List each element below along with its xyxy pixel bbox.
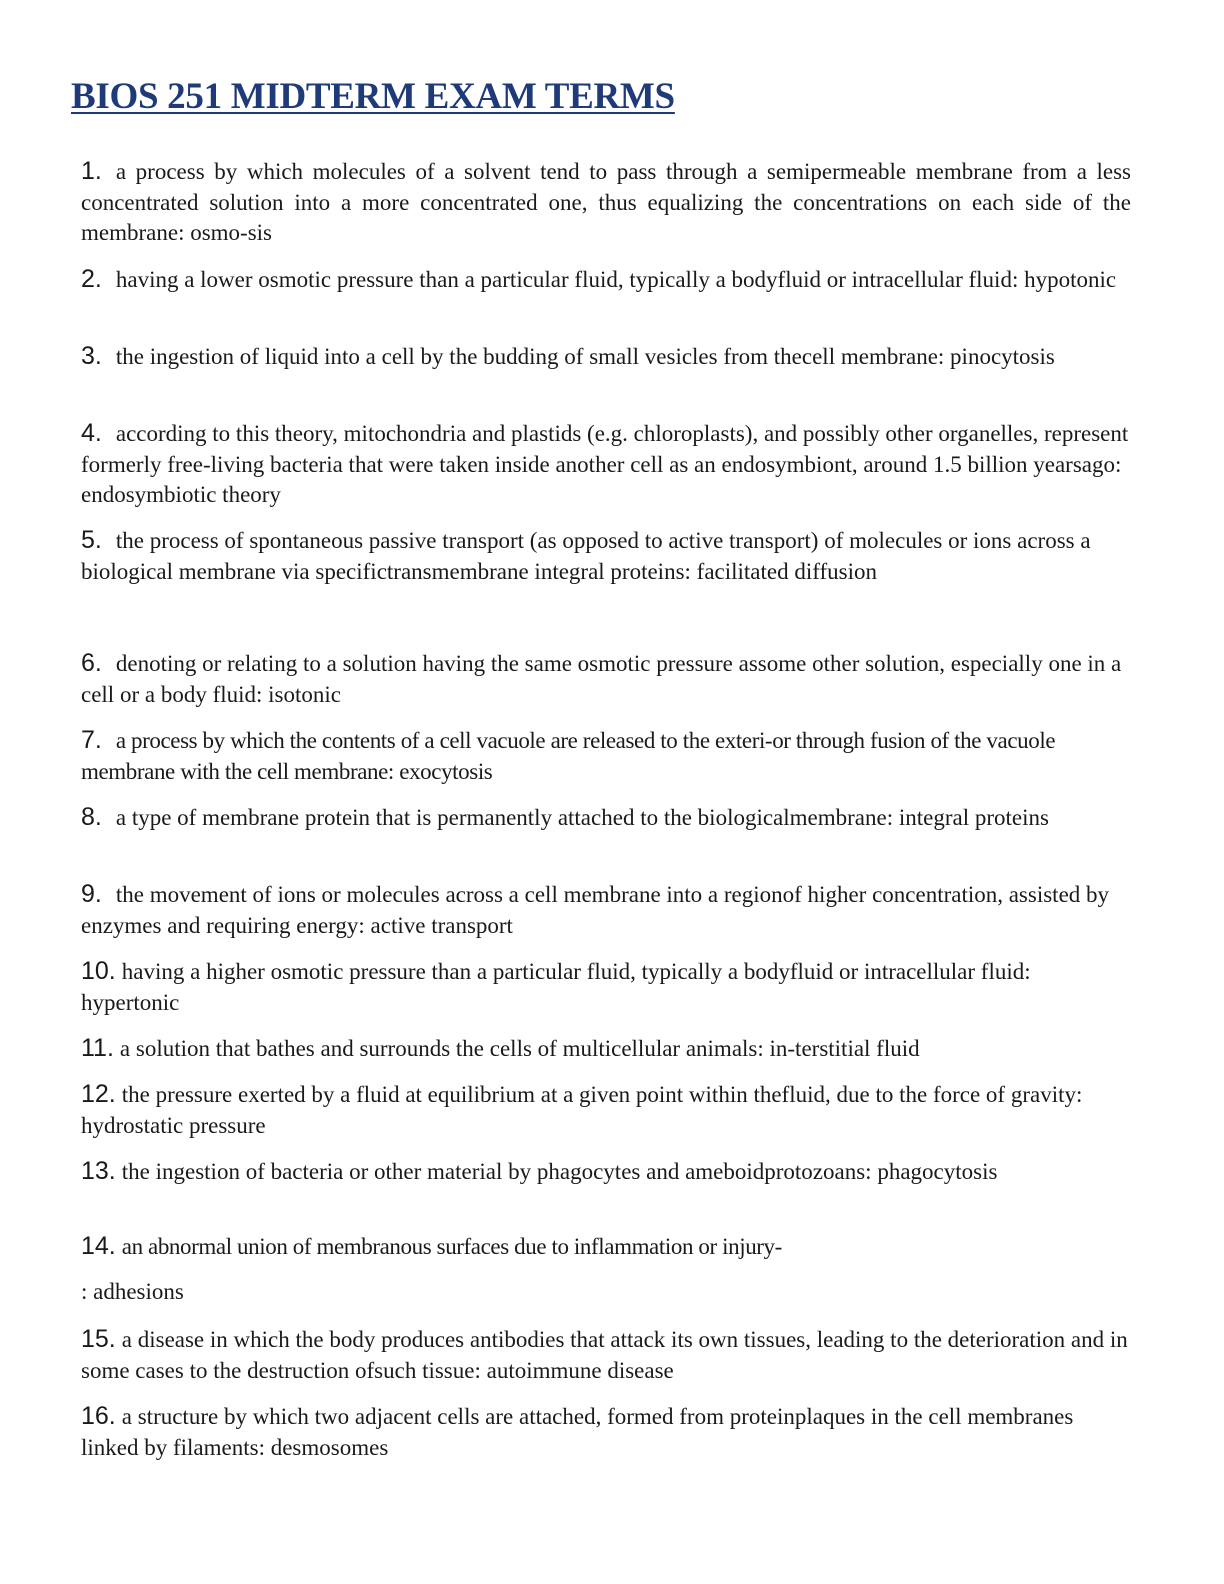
term-number: 8. — [81, 803, 102, 831]
term-item — [81, 1324, 1131, 1386]
term-item — [81, 879, 1131, 941]
term-number: 4. — [81, 419, 102, 447]
term-number: 5. — [81, 526, 102, 554]
term-text: a structure by which two adjacent cells are attached, formed from proteinplaques in the cell membranes linked by filaments: desmosomes — [81, 1404, 1074, 1460]
term-number: 7. — [81, 726, 102, 754]
term-text: the process of spontaneous passive transport (as opposed to active transport) of molecules or ions across a biological membrane via specifictransmembrane integral proteins: facilitated diffusion — [81, 528, 1091, 584]
term-number: 12. — [81, 1080, 116, 1108]
term-item — [81, 1033, 1131, 1065]
term-item — [81, 1231, 1131, 1263]
term-text: a solution that bathes and surrounds the cells of multicellular animals: in-terstitial fluid — [119, 1036, 920, 1061]
term-text: an abnormal union of membranous surfaces due to inflammation or injury- — [121, 1234, 782, 1259]
term-text: a disease in which the body produces antibodies that attack its own tissues, leading to the deterioration and in some cases to the destruction ofsuch tissue: autoimmune disease — [81, 1327, 1128, 1383]
term-text: having a lower osmotic pressure than a particular fluid, typically a bodyfluid or intracellular fluid: hypotonic — [115, 267, 1117, 292]
term-number: 9. — [81, 880, 102, 908]
term-number: 1. — [81, 157, 102, 185]
document-title: BIOS 251 MIDTERM EXAM TERMS — [71, 76, 675, 117]
term-item — [81, 341, 1131, 373]
term-number: 3. — [81, 342, 102, 370]
term-number: 10. — [81, 957, 116, 985]
term-text: a type of membrane protein that is permanently attached to the biologicalmembrane: integral proteins — [115, 805, 1049, 830]
term-item — [81, 802, 1131, 834]
term-item — [81, 418, 1131, 511]
term-text: the pressure exerted by a fluid at equilibrium at a given point within thefluid, due to the force of gravity: hydrostatic pressure — [81, 1082, 1083, 1138]
term-number: 16. — [81, 1402, 116, 1430]
term-text: a process by which the contents of a cell vacuole are released to the exteri-or through fusion of the vacuole membrane with the cell membrane: exocytosis — [81, 728, 1056, 784]
term-text: according to this theory, mitochondria and plastids (e.g. chloroplasts), and possibly other organelles, represent formerly free-living bacteria that were taken inside another cell as an endosymbiont, around 1.5 billion yearsago: endosymbiotic theory — [81, 421, 1129, 507]
term-item — [81, 725, 1131, 787]
term-number: 2. — [81, 265, 102, 293]
term-item — [81, 648, 1131, 710]
term-item — [81, 525, 1131, 587]
term-number: 11. — [81, 1034, 114, 1062]
term-item — [81, 264, 1131, 296]
term-text: : adhesions — [81, 1279, 184, 1304]
term-item — [81, 1401, 1131, 1463]
term-number: 13. — [81, 1157, 116, 1185]
term-item — [81, 156, 1131, 249]
term-item — [81, 1079, 1131, 1141]
term-item — [81, 1156, 1131, 1188]
term-item — [81, 956, 1131, 1018]
term-number: 6. — [81, 649, 102, 677]
term-text: a process by which molecules of a solvent tend to pass through a semipermeable membrane from a less concentrated solution into a more concentrated one, thus equalizing the concentrations on each side of the membrane: osmo-sis — [81, 159, 1131, 245]
term-number: 14. — [81, 1232, 116, 1260]
term-item-continuation — [81, 1277, 1131, 1308]
term-text: the movement of ions or molecules across a cell membrane into a regionof higher concentration, assisted by enzymes and requiring energy: active transport — [81, 882, 1110, 938]
term-text: the ingestion of liquid into a cell by the budding of small vesicles from thecell membrane: pinocytosis — [115, 344, 1055, 369]
term-text: having a higher osmotic pressure than a particular fluid, typically a bodyfluid or intracellular fluid: hypertonic — [81, 959, 1031, 1015]
term-text: the ingestion of bacteria or other material by phagocytes and ameboidprotozoans: phagocytosis — [121, 1159, 998, 1184]
term-number: 15. — [81, 1325, 116, 1353]
term-text: denoting or relating to a solution having the same osmotic pressure assome other solution, especially one in a cell or a body fluid: isotonic — [81, 651, 1122, 707]
